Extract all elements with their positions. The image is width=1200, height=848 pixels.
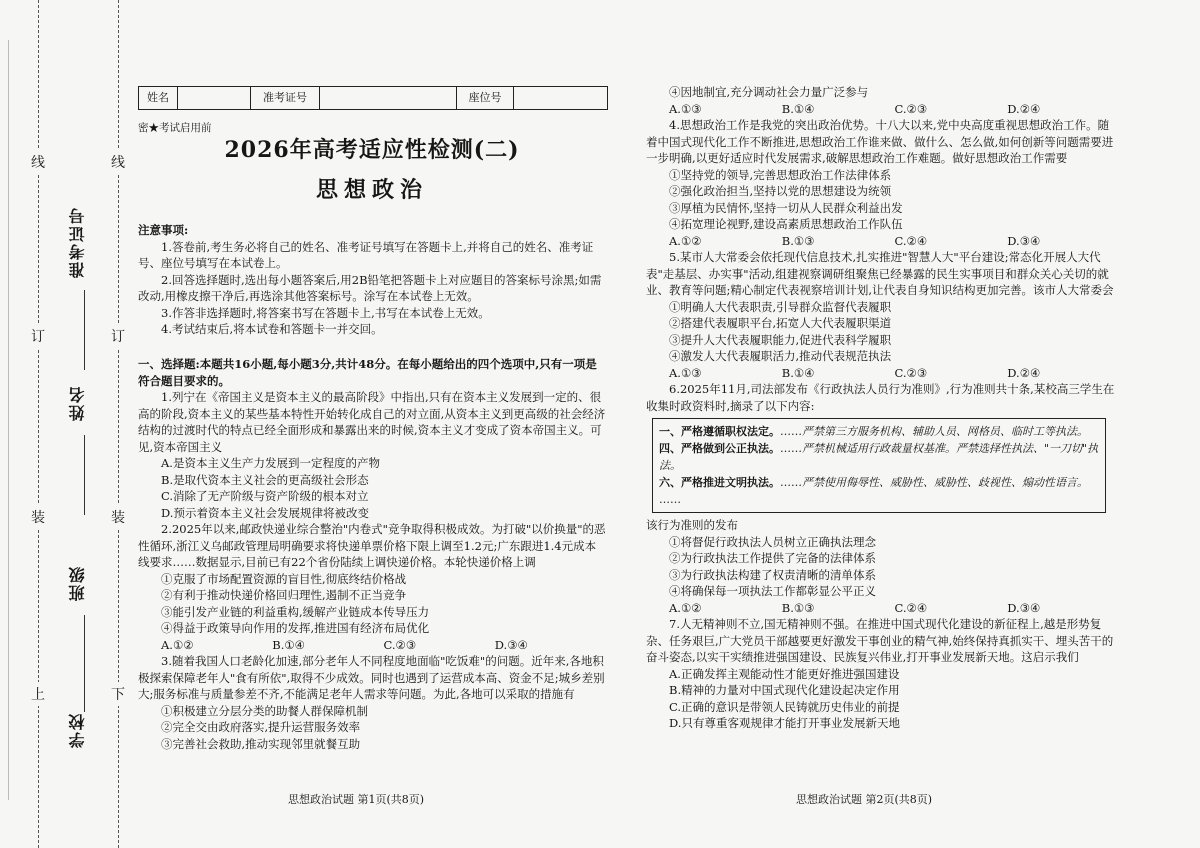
choice-b[interactable]: B.①③	[781, 600, 815, 615]
quote-text: ……严禁第三方服务机构、辅助人员、网格员、临时工等执法。	[780, 425, 1088, 438]
choice-d[interactable]: D.②④	[1007, 101, 1041, 116]
subject-title: 思想政治	[315, 177, 428, 203]
statement-item: ①克服了市场配置资源的盲目性,彻底终结价格战	[161, 571, 407, 586]
option-d[interactable]: D.预示着资本主义社会发展规律将被改变	[161, 505, 369, 520]
statement-item: ①将督促行政执法人员树立正确执法理念	[669, 534, 876, 549]
info-label-name: 姓名	[139, 87, 178, 109]
choice-row	[138, 637, 606, 654]
secret-mark: 密★考试启用前	[138, 122, 212, 134]
question-5	[646, 249, 1120, 381]
choice-d[interactable]: D.③④	[1007, 600, 1041, 615]
choice-a[interactable]: A.①②	[161, 637, 194, 652]
choice-a[interactable]: A.①②	[669, 600, 702, 615]
choice-c[interactable]: C.②③	[894, 365, 928, 380]
choice-d[interactable]: D.③④	[1007, 233, 1041, 248]
statement-item: ③厚植为民情怀,坚持一切从人民群众利益出发	[669, 200, 903, 215]
seal-line-outer	[38, 0, 39, 848]
binding-strip	[0, 0, 128, 848]
choice-row	[646, 365, 1120, 382]
field-name[interactable]	[54, 385, 100, 425]
section-heading: 一、选择题:本题共16小题,每小题3分,共计48分。在每小题给出的四个选项中,只有一项是符合题目要求的。	[138, 357, 597, 388]
info-label-seat: 座位号	[457, 87, 514, 109]
quote-text: ……严禁机械适用行政裁量权基准。严禁选择性执法、"一刀切"执法。	[659, 442, 1099, 472]
seal-char-xian-inner: 线	[111, 150, 125, 174]
statement-item: ④将确保每一项执法工作都彰显公平正义	[669, 584, 876, 598]
statement-item: ③为行政执法构建了权责清晰的清单体系	[669, 567, 876, 582]
quote-line	[659, 423, 1099, 440]
statement-item: ④因地制宜,充分调动社会力量广泛参与	[669, 85, 869, 99]
page-edge-line	[8, 40, 9, 800]
notes-item: 3.作答非选择题时,将答案书写在答题卡上,书写在本试卷上无效。	[161, 305, 490, 320]
option-a[interactable]: A.是资本主义生产力发展到一定程度的产物	[161, 456, 380, 470]
statement-item: ②有利于推动快递价格回归理性,遏制不正当竞争	[161, 588, 407, 602]
statement-item: ②为行政执法工作提供了完备的法律体系	[669, 551, 876, 565]
seal-line-inner	[118, 0, 119, 848]
quote-keyword: 四、严格做到公正执法。	[659, 442, 780, 455]
seal-char-zhuang-outer: 装	[31, 505, 45, 529]
question-1	[138, 389, 606, 521]
choice-b[interactable]: B.①③	[781, 233, 815, 248]
question-stem: 6.2025年11月,司法部发布《行政执法人员行为准则》,行为准则共十条,某校高三学生在收集时政资料时,摘录了以下内容:	[646, 382, 1115, 413]
seal-char-zhuang-inner: 装	[111, 505, 125, 529]
question-6	[646, 381, 1120, 616]
exam-title: 2026年高考适应性检测(二)	[224, 137, 520, 163]
choice-d[interactable]: D.②④	[1007, 365, 1041, 380]
question-stem: 7.人无精神则不立,国无精神则不强。在推进中国式现代化建设的新征程上,越是形势复杂、任务艰巨,广大党员干部越要更好激发干事创业的精气神,始终保持真抓实干、埋头苦干的奋斗姿态,以实干实绩推进强国建设、民族复兴伟业,打开事业发展新天地。这启示我们	[646, 617, 1114, 664]
option-c[interactable]: C.消除了无产阶级与资产阶级的根本对立	[161, 489, 369, 503]
statement-item: ②完全交由政府落实,提升运营服务效率	[161, 720, 361, 734]
choice-a[interactable]: A.①②	[669, 233, 702, 248]
statement-item: ①积极建立分层分类的助餐人群保障机制	[161, 703, 368, 718]
statement-item: ③完善社会救助,推动实现邻里就餐互助	[161, 736, 361, 751]
choice-c[interactable]: C.②③	[894, 101, 928, 116]
statement-item: ②强化政治担当,坚持以党的思想建设为统领	[669, 184, 892, 198]
candidate-info-table	[138, 86, 608, 110]
notes-item: 1.答卷前,考生务必将自己的姓名、准考证号填写在答题卡上,并将自己的姓名、准考证号、座位号填写在本试卷上。	[138, 239, 594, 270]
question-stem: 3.随着我国人口老龄化加速,部分老年人不同程度地面临"吃饭难"的问题。近年来,各地积极探索保障老年人"食有所依",取得不少成效。同时也遇到了运营成本高、资金不足;城乡差别大;服务标准与质量参差不齐,不能满足老年人需求等问题。为此,各地可以采取的措施有	[138, 654, 605, 701]
field-name-label: 姓名	[67, 385, 87, 421]
field-exam-number-label: 准考证号	[67, 206, 87, 278]
notes-heading: 注意事项:	[138, 223, 189, 237]
choice-a[interactable]: A.①③	[669, 101, 702, 116]
choice-b[interactable]: B.①④	[781, 101, 815, 116]
question-3-continued	[646, 84, 1120, 117]
statement-item: ④拓宽理论视野,建设高素质思想政治工作队伍	[669, 217, 903, 231]
field-exam-number-line	[84, 290, 85, 370]
question-stem: 5.某市人大常委会依托现代信息技术,扎实推进"智慧人大"平台建设;常态化开展人大代表"走基层、办实事"活动,组建视察调研组聚焦已经暴露的民生实事项目和群众关心关切的就业、教育等问题;精心制定代表视察培训计划,让代表自身知识结构更加完善。该市人大常委会	[646, 250, 1114, 297]
choice-c[interactable]: C.②④	[894, 233, 928, 248]
option-b[interactable]: B.精神的力量对中国式现代化建设起决定作用	[669, 683, 900, 697]
option-a[interactable]: A.正确发挥主观能动性才能更好推进强国建设	[669, 666, 900, 681]
field-school-label: 学校	[67, 712, 87, 748]
choice-d[interactable]: D.③④	[494, 637, 528, 652]
choice-row	[646, 233, 1120, 250]
statement-item: ③能引发产业链的利益重构,缓解产业链成本传导压力	[161, 604, 430, 619]
choice-row	[646, 600, 1120, 617]
statement-item: ①明确人大代表职责,引导群众监督代表履职	[669, 299, 892, 314]
notes-item: 4.考试结束后,将本试卷和答题卡一并交回。	[161, 322, 383, 336]
quote-text: ……严禁使用侮辱性、威胁性、威胁性、歧视性、煽动性语言。	[780, 476, 1088, 489]
quote-line	[659, 440, 1099, 474]
option-d[interactable]: D.只有尊重客观规律才能打开事业发展新天地	[669, 716, 900, 730]
info-input-seat[interactable]	[514, 87, 607, 109]
question-7	[646, 616, 1120, 732]
choice-b[interactable]: B.①④	[272, 637, 305, 652]
field-school[interactable]	[54, 712, 100, 752]
quote-keyword: 六、严格推进文明执法。	[659, 476, 780, 489]
question-3	[138, 653, 606, 752]
seal-char-ding-outer: 订	[31, 324, 45, 348]
seal-char-ding-inner: 订	[111, 324, 125, 348]
statement-item: ④激发人大代表履职活力,推动代表规范执法	[669, 349, 892, 363]
info-input-name[interactable]	[178, 87, 251, 109]
question-4	[646, 117, 1120, 249]
statement-item: ③提升人大代表履职能力,促进代表科学履职	[669, 332, 892, 347]
field-exam-number[interactable]	[54, 206, 100, 282]
info-label-exam-number: 准考证号	[251, 87, 320, 109]
field-class-label: 班级	[67, 565, 87, 601]
seal-char-xia-inner: 下	[111, 682, 125, 706]
choice-c[interactable]: C.②④	[894, 600, 928, 615]
question-stem: 1.列宁在《帝国主义是资本主义的最高阶段》中指出,只有在资本主义发展到一定的、很高的阶段,资本主义的某些基本特性开始转化成自己的对立面,从资本主义到更高级的社会经济结构的过渡时代的特点已经全面形成和暴露出来的时候,资本主义才变成了资本帝国主义。可见,资本帝国主义	[138, 390, 606, 454]
field-class[interactable]	[54, 565, 100, 605]
choice-a[interactable]: A.①③	[669, 365, 702, 380]
quote-ellipsis: ……	[659, 493, 681, 506]
quote-box	[652, 418, 1106, 513]
page-2-content	[646, 84, 1120, 732]
quote-line	[659, 474, 1099, 491]
statement-item: ④得益于政策导向作用的发挥,推进国有经济布局优化	[161, 621, 430, 635]
page-2-footer: 思想政治试题 第2页(共8页)	[796, 793, 933, 806]
field-name-line	[84, 435, 85, 515]
question-tail: 该行为准则的发布	[646, 518, 738, 532]
choice-section	[138, 356, 606, 752]
seal-char-shang-outer: 上	[31, 682, 45, 706]
field-school-line	[84, 682, 85, 712]
choice-row	[646, 101, 1120, 118]
statement-item: ②搭建代表履职平台,拓宽人大代表履职渠道	[669, 316, 892, 330]
question-stem: 4.思想政治工作是我党的突出政治优势。十八大以来,党中央高度重视思想政治工作。随着中国式现代化工作不断推进,思想政治工作谁来做、做什么、怎么做,如何创新等问题需要进一步明确,以更好适应时代发展需求,破解思想政治工作难题。做好思想政治工作需要	[646, 118, 1114, 165]
notes-block	[138, 222, 606, 338]
statement-item: ①坚持党的领导,完善思想政治工作法律体系	[669, 167, 892, 182]
option-b[interactable]: B.是取代资本主义社会的更高级社会形态	[161, 472, 369, 487]
option-c[interactable]: C.正确的意识是带领人民铸就历史伟业的前提	[669, 699, 900, 714]
choice-b[interactable]: B.①④	[781, 365, 815, 380]
question-stem: 2.2025年以来,邮政快递业综合整治"内卷式"竞争取得积极成效。为打破"以价换量"的恶性循环,浙江义乌邮政管理局明确要求将快递单票价格下限上调至1.2元;广东跟进1.4元成本线要求……数据显示,目前已有22个省份陆续上调快递价格。本轮快递价格上调	[138, 522, 606, 569]
seal-char-xian-outer: 线	[31, 150, 45, 174]
info-input-exam-number[interactable]	[320, 87, 457, 109]
quote-keyword: 一、严格遵循职权法定。	[659, 425, 780, 438]
notes-item: 2.回答选择题时,选出每小题答案后,用2B铅笔把答题卡上对应题目的答案标号涂黑;如需改动,用橡皮擦干净后,再选涂其他答案标号。涂写在本试卷上无效。	[138, 272, 602, 303]
question-2	[138, 521, 606, 653]
page-1-footer: 思想政治试题 第1页(共8页)	[288, 793, 425, 806]
choice-c[interactable]: C.②③	[383, 637, 417, 652]
